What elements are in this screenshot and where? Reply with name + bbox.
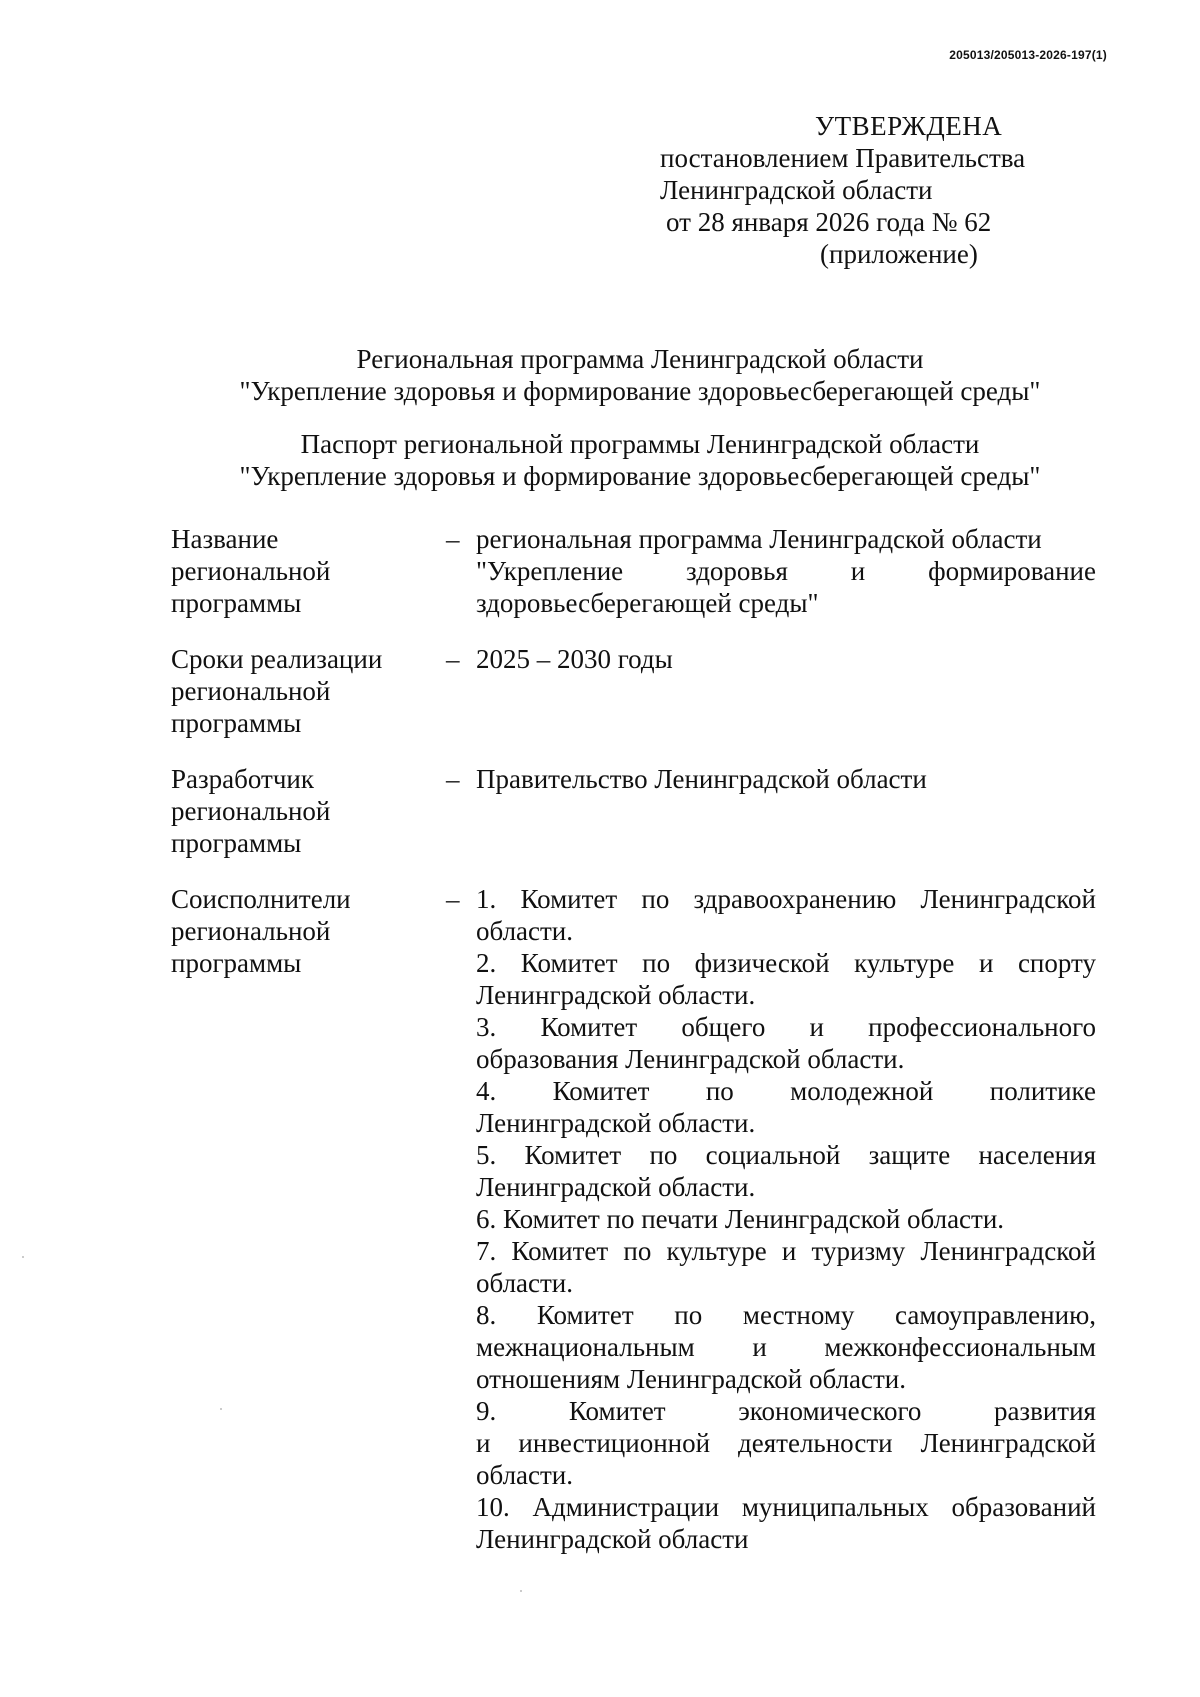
- program-title-line-2: "Укрепление здоровья и формирование здоровьесберегающей среды": [239, 376, 1041, 406]
- row-dash: –: [446, 764, 460, 794]
- row-label: Разработчик региональной программы: [171, 764, 331, 858]
- coexecutor-item: 10. Администрации муниципальных образований Ленинградской области: [476, 1492, 1096, 1554]
- coexecutor-item: 4. Комитет по молодежной политике Ленинградской области.: [476, 1076, 1096, 1138]
- passport-title-line-1: Паспорт региональной программы Ленинградской области: [300, 429, 980, 459]
- approval-stamp: [660, 110, 1080, 270]
- document-registration-number: 205013/205013-2026-197(1): [949, 48, 1107, 62]
- passport-title: [160, 428, 1120, 492]
- row-value: региональная программа Ленинградской области "Укрепление здоровья и формирование здоровьесберегающей среды": [476, 524, 1096, 618]
- row-dash: –: [446, 644, 460, 674]
- program-title: [160, 343, 1120, 407]
- row-dash: –: [446, 524, 460, 554]
- approval-line-region: Ленинградской области: [660, 175, 933, 205]
- passport-row-terms: [171, 643, 1096, 739]
- approval-title: УТВЕРЖДЕНА: [815, 111, 1003, 141]
- program-passport-table: [171, 523, 1096, 1579]
- approval-line-date: от 28 января 2026 года № 62: [666, 207, 992, 237]
- coexecutor-item: 7. Комитет по культуре и туризму Ленинградской области.: [476, 1236, 1096, 1298]
- scan-speck: [22, 1256, 24, 1258]
- row-dash: –: [446, 884, 460, 914]
- coexecutor-item: 5. Комитет по социальной защите населения Ленинградской области.: [476, 1140, 1096, 1202]
- coexecutor-item: 2. Комитет по физической культуре и спорту Ленинградской области.: [476, 948, 1096, 1010]
- coexecutor-item: 8. Комитет по местному самоуправлению, межнациональным и межконфессиональным отношениям Ленинградской области.: [476, 1300, 1096, 1394]
- coexecutor-item: 9. Комитет экономического развития и инвестиционной деятельности Ленинградской области.: [476, 1396, 1096, 1490]
- program-title-line-1: Региональная программа Ленинградской области: [356, 344, 924, 374]
- coexecutor-item: 1. Комитет по здравоохранению Ленинградской области.: [476, 884, 1096, 946]
- approval-line-resolution: постановлением Правительства: [660, 143, 1026, 173]
- passport-title-line-2: "Укрепление здоровья и формирование здоровьесберегающей среды": [239, 461, 1041, 491]
- coexecutors-list: [476, 883, 1096, 1555]
- passport-row-name: [171, 523, 1096, 619]
- row-value: Правительство Ленинградской области: [476, 764, 927, 794]
- coexecutor-item: 3. Комитет общего и профессионального образования Ленинградской области.: [476, 1012, 1096, 1074]
- scan-speck: [520, 1590, 522, 1592]
- row-value: 2025 – 2030 годы: [476, 644, 673, 674]
- coexecutor-item: 6. Комитет по печати Ленинградской области.: [476, 1204, 1005, 1234]
- row-label: Сроки реализации региональной программы: [171, 644, 383, 738]
- row-label: Название региональной программы: [171, 524, 331, 618]
- passport-row-coexecutors: [171, 883, 1096, 1555]
- scan-speck: [220, 1408, 222, 1410]
- row-label: Соисполнители региональной программы: [171, 884, 351, 978]
- approval-line-appendix: (приложение): [820, 239, 978, 269]
- passport-row-developer: [171, 763, 1096, 859]
